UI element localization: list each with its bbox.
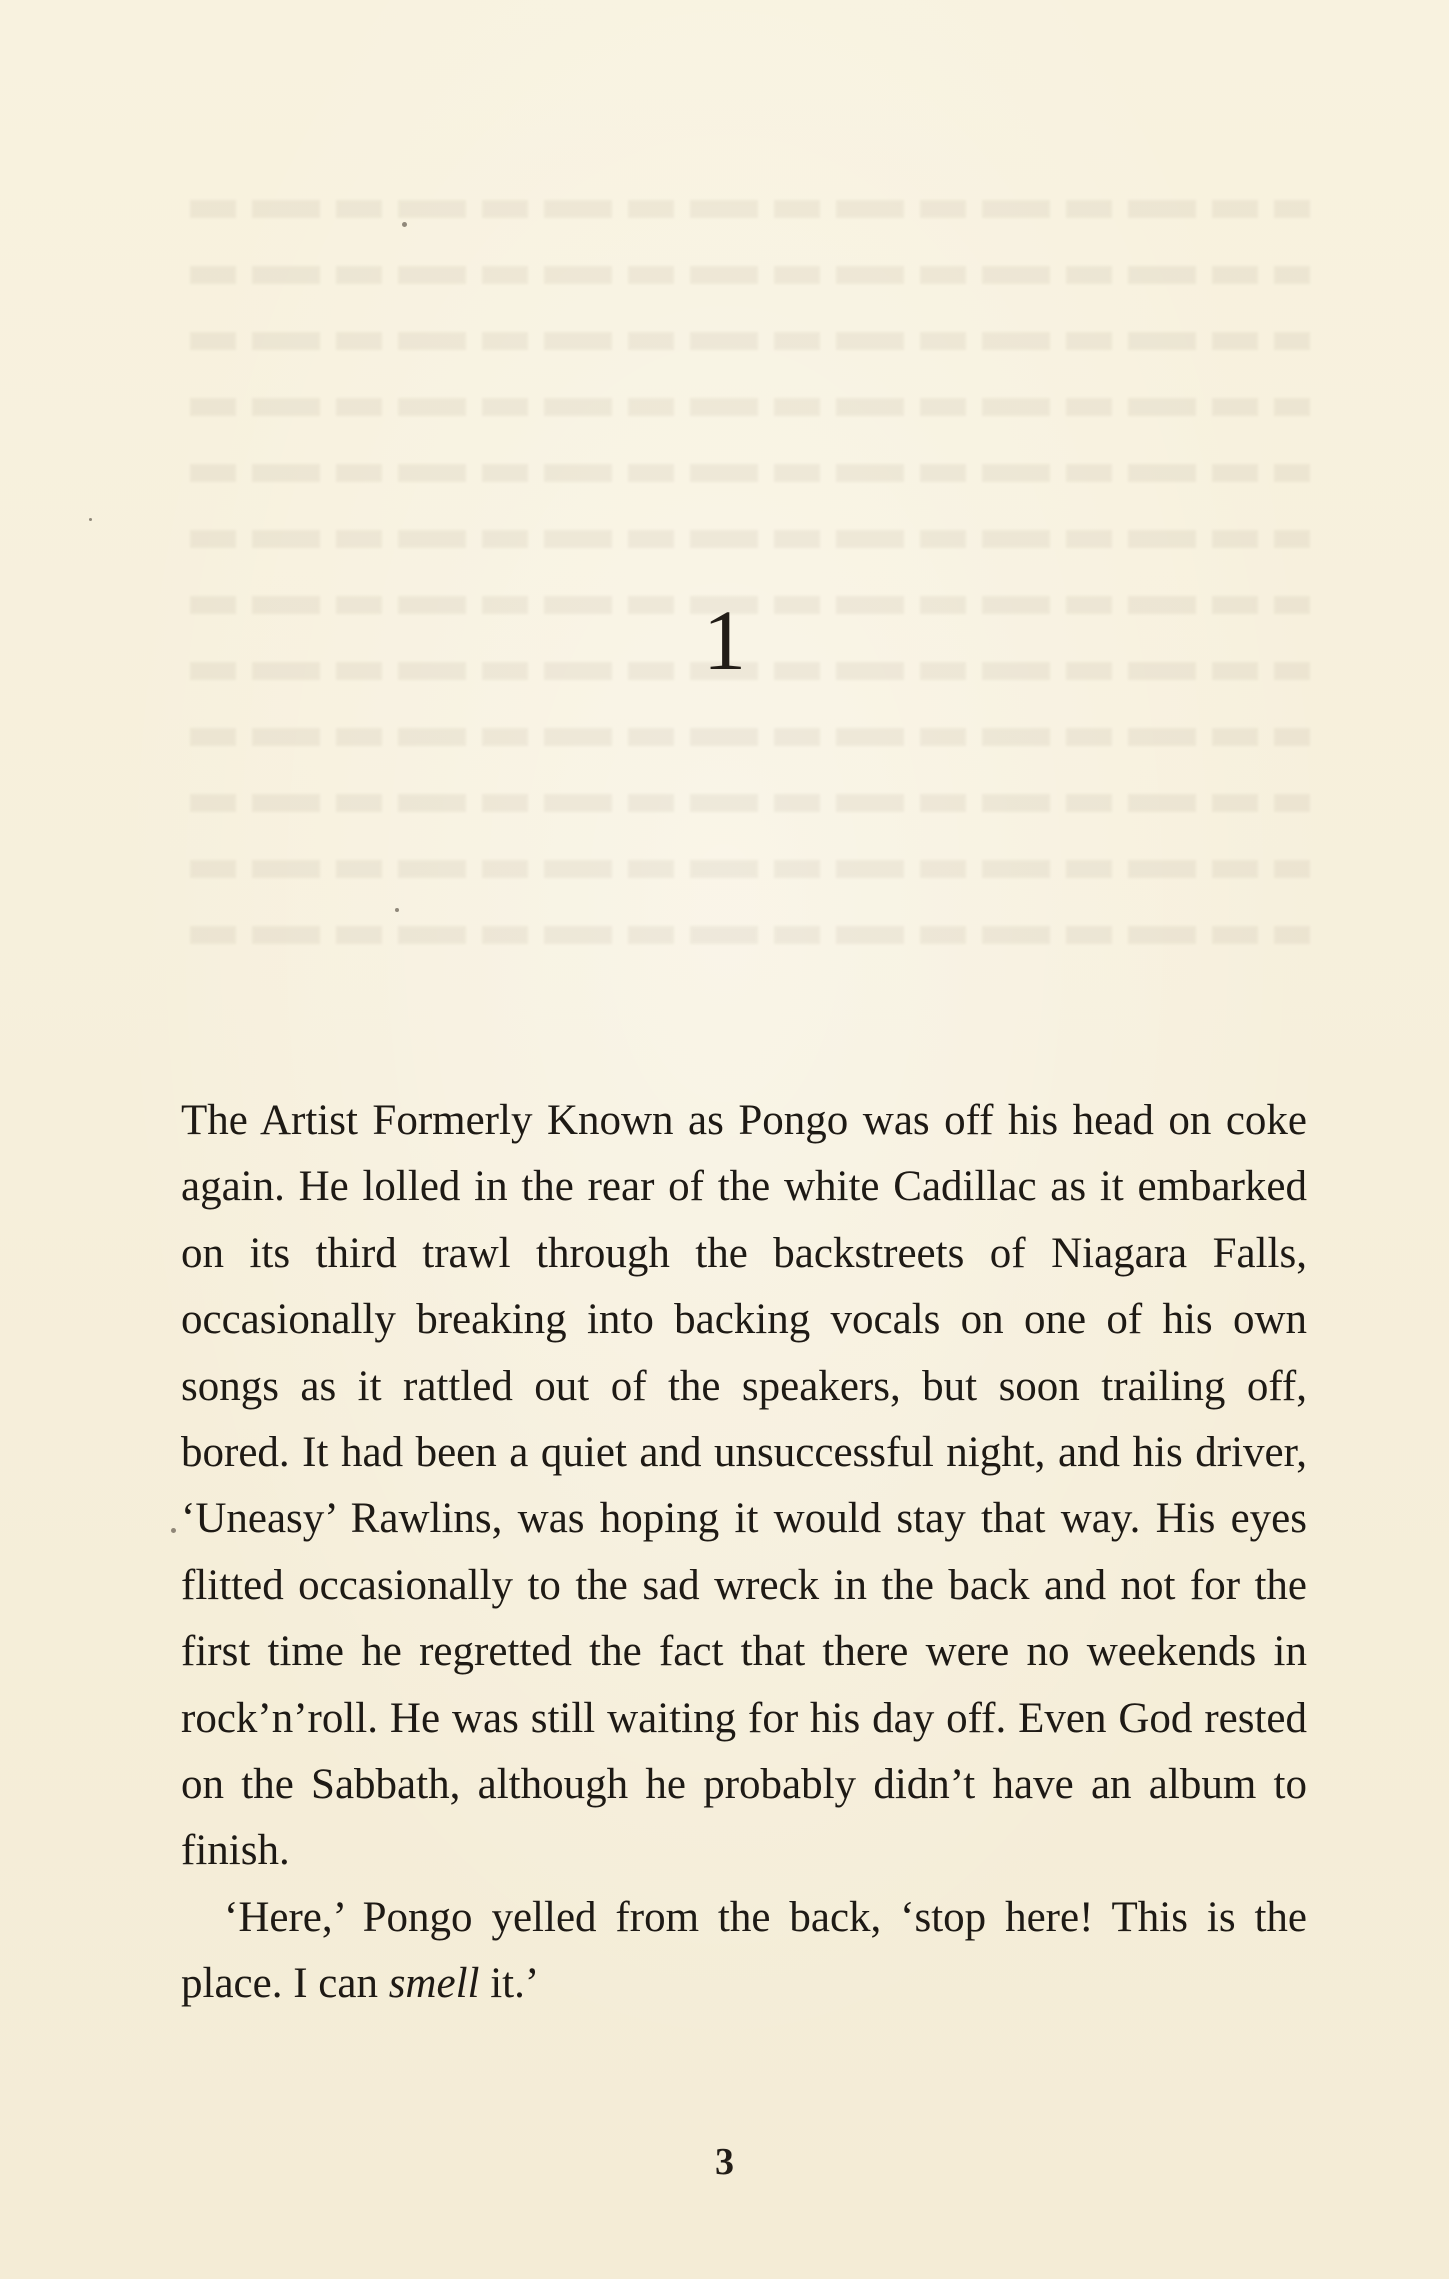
paragraph-1: The Artist Formerly Known as Pongo was off his head on coke again. He lolled in the rear of the white Cadillac as it embarked on its third trawl through the backstreets of Niagara Falls, occasionally breaking into backing vocals on one of his own songs as it rattled out of the speakers, but soon trailing off, bored. It had been a quiet and unsuccessful night, and his driver, ‘Uneasy’ Rawlins, was hoping it would stay that way. His eyes flitted occasionally to the sad wreck in the back and not for the first time he regretted the fact that there were no weekends in rock’n’roll. He was still waiting for his day off. Even God rested on the Sabbath, although he probably didn’t have an album to finish. — [181, 1097, 1307, 1875]
paragraph-2-text-before: ‘Here,’ Pongo yelled from the back, ‘stop here! This is the place. I can — [181, 1893, 1307, 2008]
paper-speck — [171, 1528, 176, 1533]
chapter-body — [181, 1088, 1307, 2018]
paragraph-2-emphasis: smell — [388, 1960, 480, 2008]
paper-speck — [89, 518, 92, 521]
paper-speck — [402, 222, 407, 227]
paragraph-2 — [181, 1885, 1307, 2018]
paragraph-2-text-after: it.’ — [479, 1960, 540, 2008]
chapter-number: 1 — [703, 592, 746, 688]
page-number: 3 — [715, 2141, 734, 2183]
paper-speck — [395, 908, 399, 912]
